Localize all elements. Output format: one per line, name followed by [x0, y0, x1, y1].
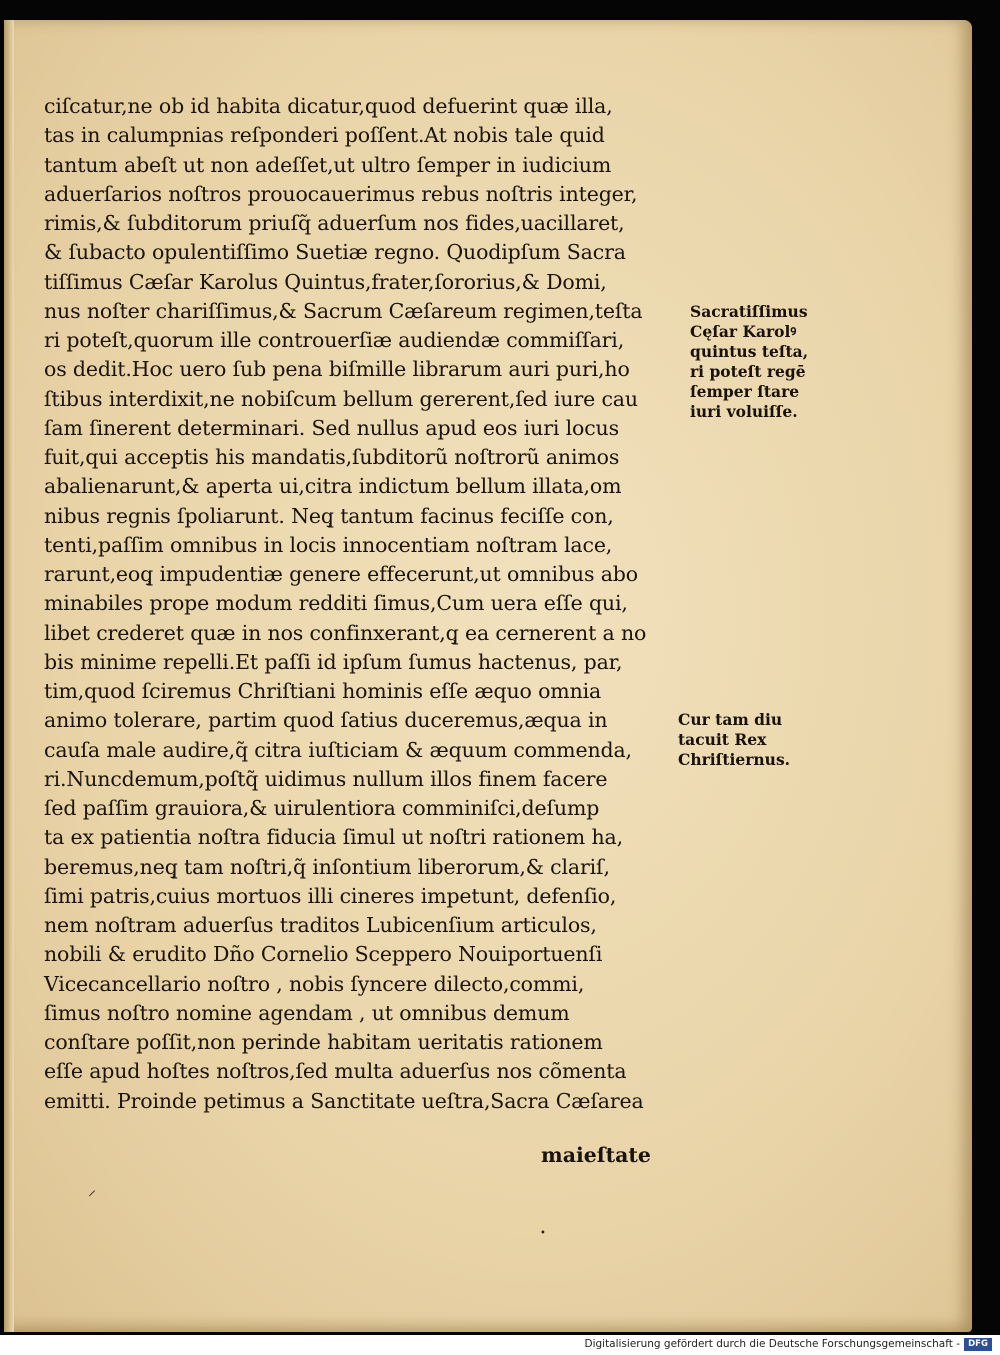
dfg-logo: DFG — [964, 1338, 992, 1351]
text-line: nem noſtram aduerſus traditos Lubicenſium articulos, — [44, 913, 597, 937]
catchword: maieſtate — [541, 1143, 651, 1167]
marginal-note-2 — [678, 710, 790, 770]
text-line: rarunt,eoq̧ impudentiæ genere effecerunt,ut omnibus abo — [44, 562, 638, 586]
text-line: tenti,paſſim omnibus in locis innocentiam noſtram lace, — [44, 532, 613, 557]
text-line: cauſa male audire,q̃ citra iuſticiam & æquum commenda, — [44, 737, 632, 762]
text-line: aduerſarios noſtros prouocauerimus rebus noſtris integer, — [44, 181, 638, 206]
text-line: ciſcatur,ne ob id habita dicatur,quod defuerint quæ illa, — [44, 94, 613, 118]
marginal-note-line: ri poteſt regē — [690, 362, 806, 381]
text-line: ri poteſt,quorum ille controuerſiæ audiendæ commiſſari, — [44, 328, 625, 352]
text-line: tas in calumpnias reſponderi poſſent.At nobis tale quid — [44, 123, 605, 148]
main-text-block — [44, 92, 694, 1116]
text-line: nus noſter chariſſimus,& Sacrum Cæſareum regimen,teſta — [44, 298, 643, 323]
footer-credit: Digitalisierung gefördert durch die Deutsche Forschungsgemeinschaft - — [584, 1338, 960, 1350]
text-line: fuit,qui acceptis his mandatis,ſubditorũ noſtrorũ animos — [44, 445, 620, 469]
ink-dot: • — [540, 1228, 546, 1239]
text-line: animo tolerare, partim quod ſatius duceremus,æqua in — [44, 708, 608, 733]
marginal-note-1 — [690, 302, 808, 422]
text-line: nobili & erudito Dño Cornelio Sceppero Nouiportuenſi — [44, 942, 603, 967]
text-line: libet crederet quæ in nos confinxerant,q̧ ea cernerent a no — [44, 620, 647, 645]
text-line: minabiles prope modum redditi ſimus,Cum uera eſſe qui, — [44, 591, 628, 616]
text-line: ſimus noſtro nomine agendam , ut omnibus demum — [44, 1000, 570, 1025]
text-line: beremus,neq̧ tam noſtri,q̃ inſontium liberorum,& clariſ, — [44, 854, 610, 879]
page-gutter — [4, 20, 14, 1332]
text-line: tiſſimus Cæſar Karolus Quintus,frater,ſororius,& Domi, — [44, 269, 607, 294]
marginal-note-line: ſemper ſtare — [690, 382, 800, 401]
text-line: rimis,& ſubditorum priuſq̃ aduerſum nos fides,uacillaret, — [44, 211, 625, 235]
text-line: ta ex patientia noſtra fiducia ſimul ut noſtri rationem ha, — [44, 825, 623, 850]
marginal-note-line: Chriſtiernus. — [678, 750, 791, 769]
marginal-note-line: iuri voluiſſe. — [690, 402, 798, 421]
text-line: emitti. Proinde petimus a Sanctitate ueſtra,Sacra Cæſarea — [44, 1088, 644, 1113]
text-line: conſtare poſſit,non perinde habitam ueritatis rationem — [44, 1030, 603, 1054]
text-line: os dedit.Hoc uero ſub pena biſmille librarum auri puri,ho — [44, 357, 630, 382]
marginal-note-line: Cęſar Karolꝰ — [690, 322, 797, 341]
text-line: ri.Nuncdemum,poſtq̃ uidimus nullum illos finem facere — [44, 766, 608, 791]
text-line: eſſe apud hoſtes noſtros,ſed multa aduerſus nos cõmenta — [44, 1059, 627, 1084]
text-line: & ſubacto opulentiſſimo Suetiæ regno. Quodipſum Sacra — [44, 240, 626, 265]
marginal-note-line: tacuit Rex — [678, 730, 767, 749]
text-line: Vicecancellario noſtro , nobis ſyncere dilecto,commi, — [44, 971, 585, 996]
ink-mark: ⸝ — [88, 1180, 97, 1199]
text-line: ſam ſinerent determinari. Sed nullus apud eos iuri locus — [44, 415, 619, 440]
text-line: tantum abeſt ut non adeſſet,ut ultro ſemper in iudicium — [44, 152, 612, 177]
text-line: tim,quod ſciremus Chriſtiani hominis eſſe æquo omnia — [44, 679, 602, 703]
text-line: ſimi patris,cuius mortuos illi cineres impetunt, defenſio, — [44, 883, 617, 908]
text-line: nibus regnis ſpoliarunt. Neq̧ tantum facinus feciſſe con, — [44, 503, 614, 528]
text-line: bis minime repelli.Et paſſi id ipſum ſumus hactenus, par, — [44, 649, 623, 674]
marginal-note-line: Cur tam diu — [678, 710, 783, 729]
text-line: ſed paſſim grauiora,& uirulentiora comminiſci,deſump — [44, 796, 600, 820]
marginal-note-line: Sacratiſſimus — [690, 302, 808, 321]
marginal-note-line: quintus teſta, — [690, 342, 809, 361]
text-line: abalienarunt,& aperta ui,citra indictum bellum illata,om — [44, 474, 622, 499]
text-line: ſtibus interdixit,ne nobiſcum bellum gererent,ſed iure cau — [44, 386, 638, 411]
